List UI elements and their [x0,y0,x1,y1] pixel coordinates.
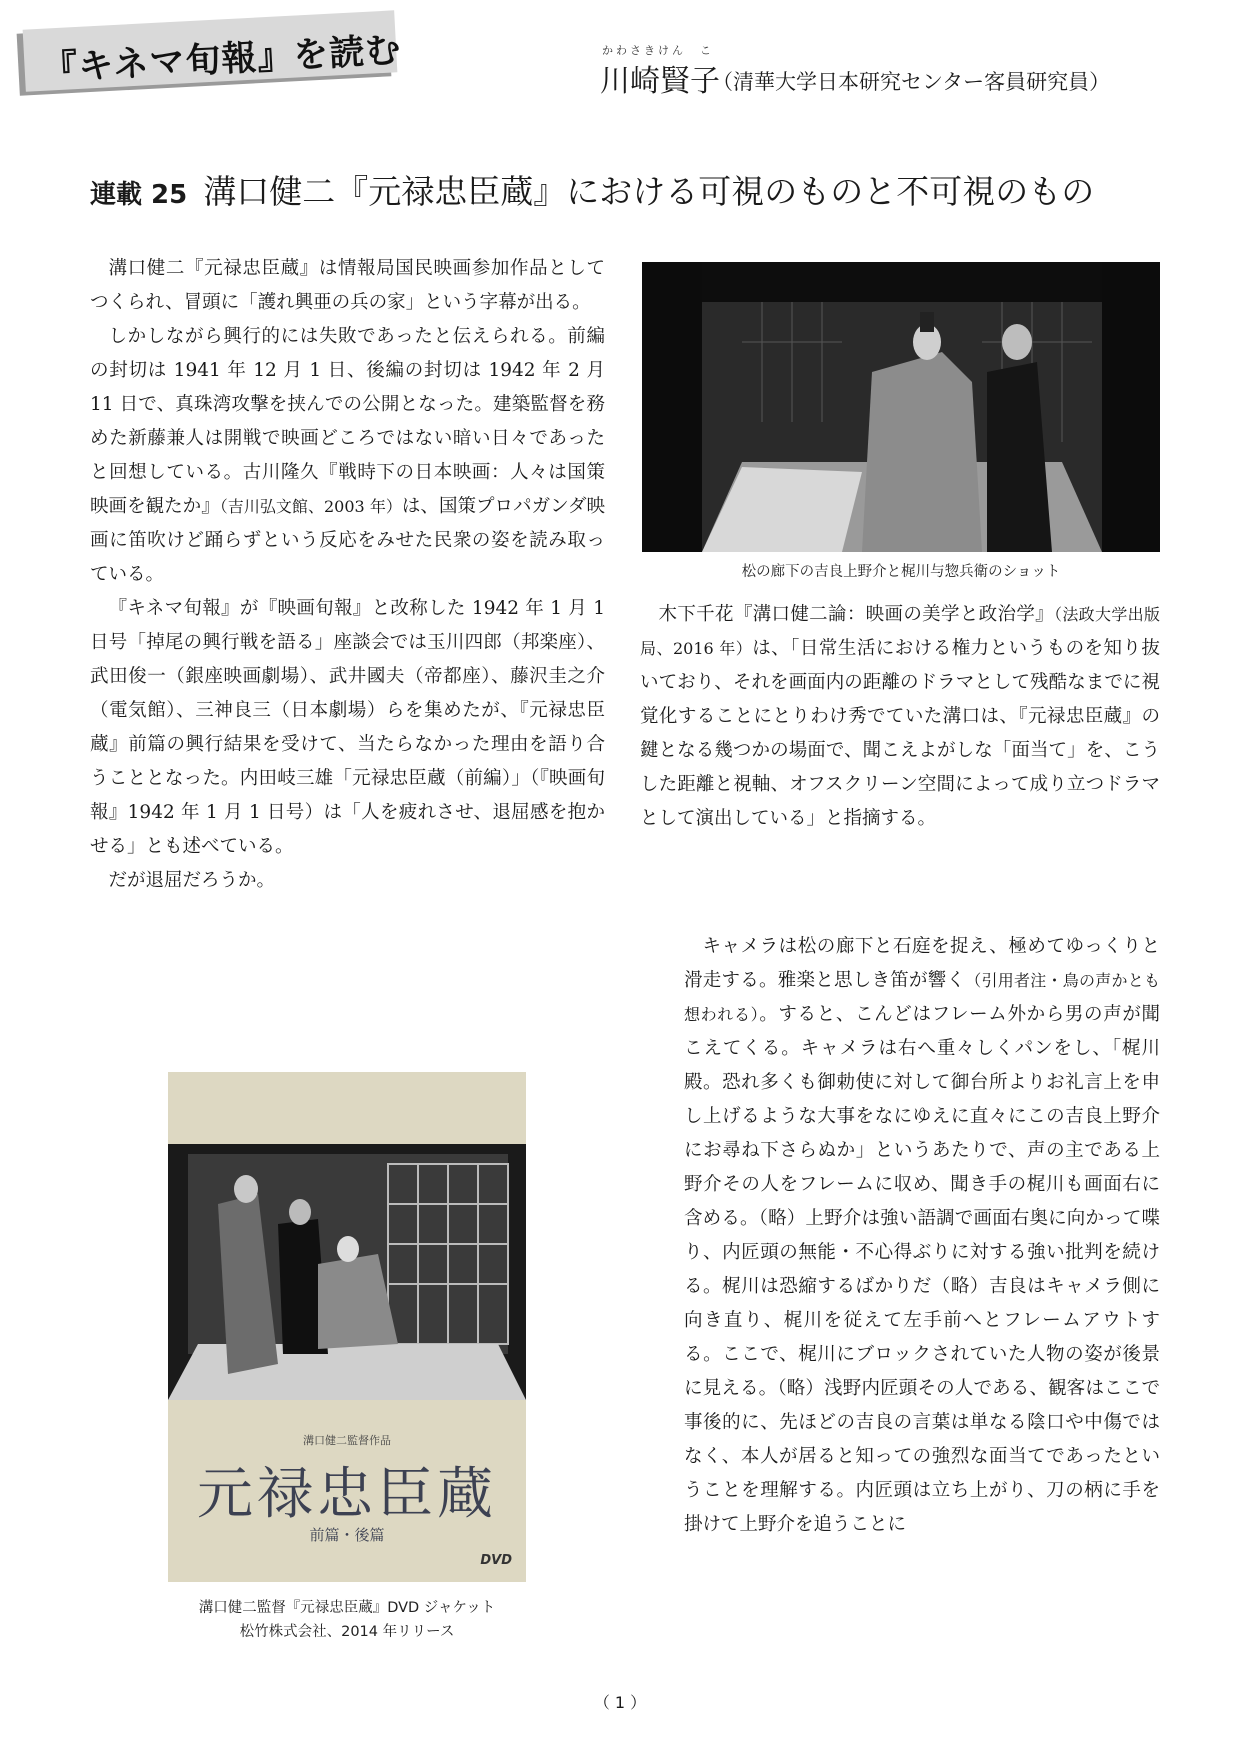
dvd-subtitle: 前篇・後篇 [309,1526,385,1544]
quote-paragraph [684,930,1160,1542]
dvd-caption [146,1596,548,1644]
paragraph-text: 木下千花『溝口健二論：映画の美学と政治学』 [658,604,1054,625]
paragraph [90,320,605,592]
dvd-credit: 溝口健二監督作品 [303,1434,391,1447]
left-column [90,252,605,898]
quote-text: 。すると、こんどはフレーム外から男の声が聞こえてくる。キャメラは右へ重々しくパンをし、「梶川殿。恐れ多くも御勅使に対して御台所よりお礼言上を申し上げるような大事をなにゆえに直々にこの吉良上野介にお尋ね下さらぬか」というあたりで、声の主である上野介その人をフレームに収め、聞き手の梶川も画面右に含める。（略）上野介は強い語調で画面右奥に向かって喋り、内匠頭の無能・不心得ぶりに対する強い批判を続ける。梶川は恐縮するばかりだ（略）吉良はキャメラ側に向き直り、梶川を従えて左手前へとフレームアウトする。ここで、梶川にブロックされていた人物の姿が後景に見える。（略）浅野内匠頭その人である、観客はここで事後的に、先ほどの吉良の言葉は単なる陰口や中傷ではなく、本人が居ると知っての強烈な面当てであったということを理解する。内匠頭は立ち上がり、刀の柄に手を掛けて上野介を追うことに [684,1004,1160,1535]
author-affiliation: （清華大学日本研究センター客員研究員） [712,70,1111,94]
quote-note: （引用者注・鳥の声かとも想われる） [684,971,1160,1024]
film-still-photo [642,262,1160,552]
series-number: 連載 25 [90,180,188,210]
article-title [90,166,1094,213]
dvd-logo: DVD [480,1553,512,1568]
dvd-cover-still [168,1144,526,1400]
photo-caption: 松の廊下の吉良上野介と梶川与惣兵衛のショット [741,564,1061,580]
film-still-illustration [642,262,1160,552]
dvd-caption-line: 松竹株式会社、2014 年リリース [239,1624,455,1640]
quote-text: キャメラは松の廊下と石庭を捉え、極めてゆっくりと滑走する。雅楽と思しき笛が響く [684,936,1160,991]
paragraph: だが退屈だろうか。 [108,870,276,891]
right-column-top [640,598,1160,836]
dvd-still-illustration [168,1144,526,1400]
citation: （吉川弘文館、2003 年） [219,497,402,516]
citation: （法政大学出版局、2016 年） [640,605,1160,658]
dvd-title: 元禄忠臣蔵 [197,1462,497,1527]
paragraph-text: しかしながら興行的には失敗であったと伝えられる。前編の封切は 1941 年 12 月 1 日、後編の封切は 1942 年 2 月 11 日で、真珠湾攻撃を挟んでの公開となった。建築監督を務めた新藤兼人は開戦で映画どころではない暗い日々であったと回想している。古川隆久『戦時下の日本映画：人々は国策映画を観たか』 [90,326,605,517]
page-number: （ 1 ） [593,1693,647,1712]
series-banner-title: 『キネマ旬報』を読む [41,30,403,90]
author-name: 川崎賢子 [600,64,720,99]
paragraph-text: は、「日常生活における権力というものを知り抜いており、それを画面内の距離のドラマとして残酷なまでに視覚化することにとりわけ秀でていた溝口は、『元禄忠臣蔵』の鍵となる幾つかの場面で、聞こえよがしな「面当て」を、こうした距離と視軸、オフスクリーン空間によって成り立つドラマとして演出している」と指摘する。 [640,638,1160,829]
series-banner [18,16,403,90]
block-quote [684,930,1160,1542]
paragraph-text: は、国策プロパガンダ映画に笛吹けど踊らずという反応をみせた民衆の姿を読み取っている。 [90,496,605,585]
paragraph: 溝口健二『元禄忠臣蔵』は情報局国民映画参加作品としてつくられ、冒頭に「護れ興亜の兵の家」という字幕が出る。 [90,258,605,313]
paragraph [640,598,1160,836]
dvd-jacket-image [168,1072,526,1582]
article-title-text: 溝口健二『元禄忠臣蔵』における可視のものと不可視のもの [203,172,1095,211]
author-ruby: かわさきけん こ [602,44,714,57]
dvd-caption-line: 溝口健二監督『元禄忠臣蔵』DVD ジャケット [198,1600,496,1616]
paragraph: 『キネマ旬報』が『映画旬報』と改称した 1942 年 1 月 1 日号「掉尾の興行戦を語る」座談会では玉川四郎（邦楽座）、武田俊一（銀座映画劇場）、武井國夫（帝都座）、藤沢圭之介（電気館）、三神良三（日本劇場）らを集めたが、『元禄忠臣蔵』前篇の興行結果を受けて、当たらなかった理由を語り合うこととなった。内田岐三雄「元禄忠臣蔵（前編）」（『映画旬報』1942 年 1 月 1 日号）は「人を疲れさせ、退屈感を抱かせる」とも述べている。 [90,598,605,857]
